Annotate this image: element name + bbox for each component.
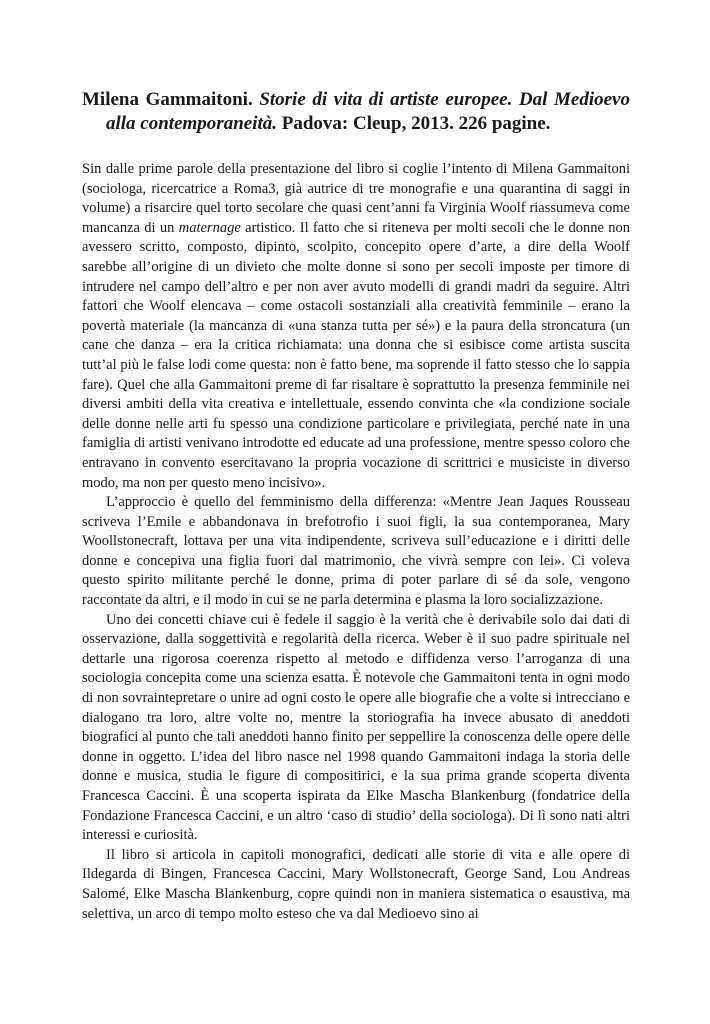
paragraph-3: Uno dei concetti chiave cui è fedele il saggio è la verità che è derivabile solo dai dati di osservazione, dalla soggettività e regolarità della ricerca. Weber è il suo padre spirituale nel dettarle una rigorosa coerenza rispetto al metodo e diffidenza verso l’arroganza di una sociologia concepita come una scienza esatta. È notevole che Gammaitoni tenta in ogni modo di non sovraintepretare o unire ad ogni costo le opere alle biografie che a volte si intrecciano e dialogano tra loro, altre volte no, mentre la storiografia ha invece abusato di aneddoti biografici al punto che tali aneddoti hanno finito per seppellire la conoscenza delle opere delle donne in oggetto. L’idea del libro nasce nel 1998 quando Gammaitoni indaga la storia delle donne e musica, studia le figure di compositirici, e la sua prima grande scoperta diventa Francesca Caccini. È una scoperta ispirata da Elke Mascha Blankenburg (fondatrice della Fondazione Francesca Caccini, e un altro ‘caso di studio’ della sociologa). Di lì sono nati altri interessi e curiosità. (82, 611, 630, 844)
book-author: Milena Gammaitoni. (82, 89, 253, 110)
paragraph-1-text-start: Sin dalle prime parole della presentazione del libro si coglie l’intento di Milena Gammaitoni (sociologa, ricercatrice a Roma3, già autrice di tre monografie e una quarantina di saggi in volume) a risarcire quel torto secolare che quasi cent’anni fa Virginia Woolf riassumeva come mancanza di un (82, 161, 630, 236)
paragraph-4: Il libro si articola in capitoli monografici, dedicati alle storie di vita e alle opere di Ildegarda di Bingen, Francesca Caccini, Mary Wollstonecraft, George Sand, Lou Andreas Salomé, Elke Mascha Blankenburg, copre quindi non in maniera sistematica o esaustiva, ma selettiva, un arco di tempo molto esteso che va dal Medioevo sino ai (82, 846, 630, 922)
review-body (82, 160, 630, 924)
book-title: Storie di vita di artiste europee. Dal Medioevo alla contemporaneità. (106, 89, 630, 134)
paragraph-1-text-end: artistico. Il fatto che si riteneva per molti secoli che le donne non avessero scritto, composto, dipinto, scolpito, concepito opere d’arte, a dire della Woolf sarebbe all’origine di un divieto che molte donne si sono per secoli imposte per timore di intrudere nel campo dell’altro e per non aver avuto modelli di grandi madri da seguire. Altri fattori che Woolf elencava – come ostacoli sostanziali alla creatività femminile – erano la povertà materiale (la mancanza di «una stanza tutta per sé») e la paura della stroncatura (un cane che danza – era la critica richiamata: una donna che si esibisce come artista suscita tutt’al più le false lodi come questa: non è fatto bene, ma soprende il fatto stesso che lo sappia fare). Quel che alla Gammaitoni preme di far risaltare è soprattutto la presenza femminile nei diversi ambiti della vita creativa e intellettuale, essendo convinta che «la condizione sociale delle donne nelle arti fu spesso una condizione particolare e privilegiata, perché nate in una famiglia di artisti venivano introdotte ed educate ad una professione, mentre spesso coloro che entravano in convento esercitavano la propria vocazione di scrittrici e musiciste in diverso modo, ma non per questo meno incisivo». (82, 219, 630, 491)
page (82, 88, 630, 924)
paragraph-2: L’approccio è quello del femminismo della differenza: «Mentre Jean Jaques Rousseau scriveva l’Emile e abbandonava in brefotrofio i suoi figli, la sua contemporanea, Mary Woollstonecraft, lottava per una vita indipendente, scriveva sull’educazione e i diritti delle donne e concepiva una figlia fuori dal matrimonio, che vivrà sempre con lei». Ci voleva questo spirito militante perché le donne, prima di poter parlare di sé da sole, vengono raccontate da altri, e il modo in cui se ne parla determina e plasma la loro socializzazione. (82, 494, 630, 609)
book-publication: Padova: Cleup, 2013. 226 pagine. (281, 113, 551, 134)
emphasized-term: maternage (178, 219, 241, 236)
paragraph-1 (82, 160, 630, 493)
review-heading (82, 88, 630, 136)
